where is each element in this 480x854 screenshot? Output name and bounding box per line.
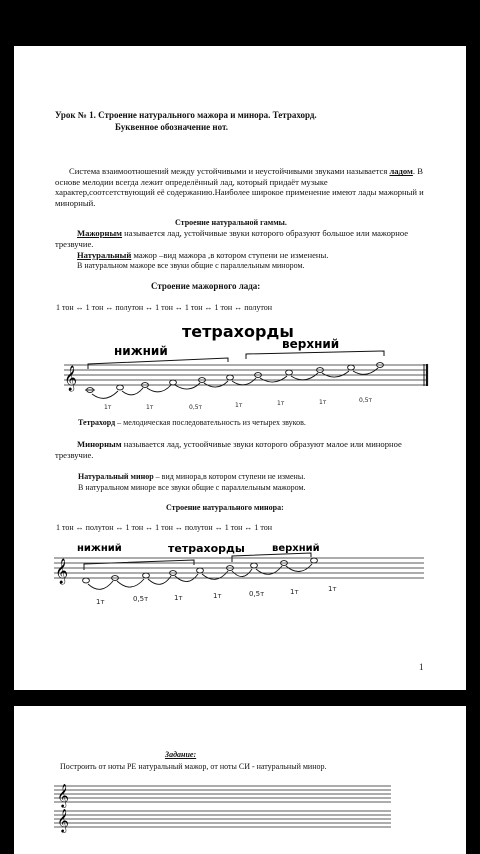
lesson-title-line-2: Буквенное обозначение нот. [115, 122, 228, 132]
document-page-1 [14, 46, 466, 690]
intro-paragraph [55, 166, 427, 208]
interval-label: 1т [96, 598, 105, 606]
natural-minor-note: В натуральном миноре все звуки общие с параллельным мажором. [78, 483, 306, 492]
page-number: 1 [419, 662, 424, 672]
document-page-2 [14, 706, 466, 854]
natural-minor-def: – вид минора,в котором ступени не измены. [153, 472, 306, 481]
intro-text-b: . В основе мелодии всегда лежит определённый лад, который придаёт музыке характер,соотсетствующий её содержанию.Наиболее широкое применение имеют лады мажорный и минорный. [55, 166, 424, 208]
interval-label: 1т [319, 399, 327, 406]
tetrachord-definition [78, 418, 306, 428]
major-definition [55, 228, 427, 249]
tetrachord-def: – мелодическая последовательность из четырех звуков. [115, 418, 306, 427]
lesson-title-line-1: Урок № 1. Строение натурального мажора и минора. Тетрахорд. [55, 110, 317, 120]
treble-clef-icon: 𝄞 [64, 366, 78, 391]
interval-label: 1т [235, 402, 243, 409]
interval-label: 1т [174, 594, 183, 602]
lower-tetrachord-label: нижний [114, 344, 168, 358]
interval-label: 1т [213, 592, 222, 600]
interval-label: 1т [290, 588, 299, 596]
natural-minor-definition [78, 472, 305, 482]
major-def: называется лад, устойчивые звуки которого образуют большое или мажорное трезвучие. [55, 228, 409, 249]
treble-clef-icon: 𝄞 [57, 808, 69, 832]
natural-major-note: В натуральном мажоре все звуки общие с параллельным минором. [77, 261, 305, 270]
interval-label: 1т [146, 404, 154, 411]
tetrachords-label: тетрахорды [182, 322, 294, 341]
major-structure-heading: Строение мажорного лада: [151, 281, 261, 291]
interval-label: 1т [104, 404, 112, 411]
natural-minor-term: Натуральный минор [78, 472, 154, 481]
upper-tetrachord-label: верхний [272, 543, 320, 554]
blank-staff-area [14, 776, 466, 854]
minor-term: Минорным [77, 439, 122, 449]
natural-major-term: Натуральный [77, 250, 132, 260]
intro-text-a: Система взаимоотношений между устойчивыми и неустойчивыми звуками называется [69, 166, 390, 176]
minor-def: называется лад, устоойчивые звуки которого образуют малое или минорное трезвучие. [55, 439, 402, 460]
major-formula: 1 тон ↔ 1 тон ↔ полутон ↔ 1 тон ↔ 1 тон ↔ 1 тон ↔ полутон [56, 303, 273, 312]
natural-major-def: мажор –вид мажора ,в котором ступени не изменены. [131, 250, 329, 260]
treble-clef-icon: 𝄞 [57, 783, 69, 807]
interval-label: 1т [328, 585, 337, 593]
interval-label: 0,5т [249, 590, 265, 598]
upper-tetrachord-label: верхний [282, 337, 340, 351]
interval-label: 0,5т [189, 404, 203, 411]
task-heading: Задание: [165, 750, 197, 759]
minor-structure-heading: Строение натурального минора: [166, 503, 284, 512]
tetrachord-term: Тетрахорд [78, 418, 116, 427]
interval-label: 1т [277, 400, 285, 407]
major-term: Мажорным [77, 228, 123, 238]
major-scale-diagram [14, 320, 466, 411]
minor-scale-diagram [14, 538, 466, 608]
tetrachords-label: тетрахорды [168, 542, 245, 555]
scale-heading: Строение натуральной гаммы. [175, 218, 287, 227]
interval-label: 0,5т [359, 397, 373, 404]
minor-definition [55, 439, 427, 460]
treble-clef-icon: 𝄞 [55, 559, 69, 584]
minor-formula: 1 тон ↔ полутон ↔ 1 тон ↔ 1 тон ↔ полутон ↔ 1 тон ↔ 1 тон [56, 523, 273, 532]
task-text: Построить от ноты РЕ натуральный мажор, от ноты СИ - натуральный минор. [60, 762, 327, 771]
natural-major-definition [55, 250, 427, 261]
interval-label: 0,5т [133, 595, 149, 603]
intro-term: ладом [389, 166, 413, 176]
lower-tetrachord-label: нижний [77, 543, 122, 554]
